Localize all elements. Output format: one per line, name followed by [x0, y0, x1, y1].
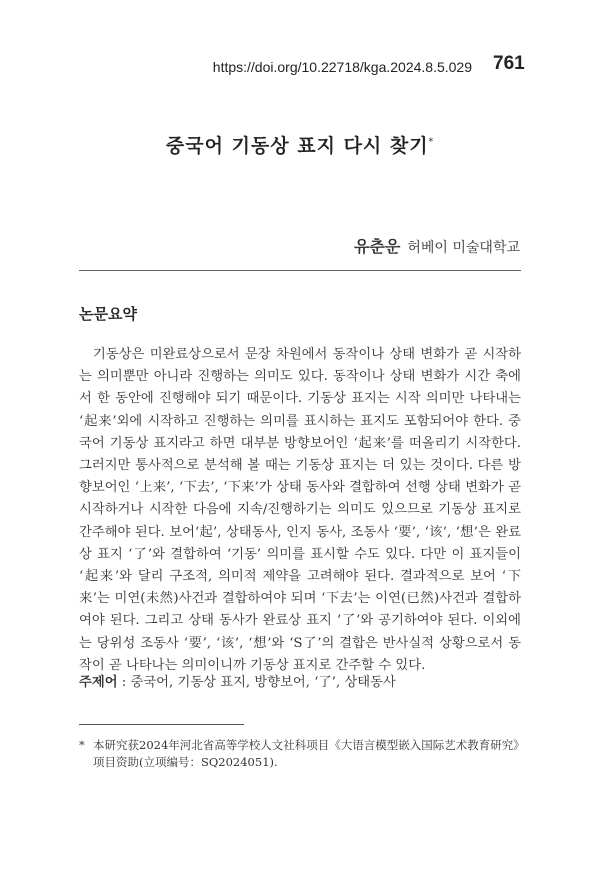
title-text: 중국어 기동상 표지 다시 찾기: [165, 135, 429, 157]
footnote-mark: *: [79, 738, 85, 752]
keywords-label: 주제어: [79, 675, 118, 690]
paper-title: [0, 131, 600, 158]
page-number: 761: [493, 53, 525, 74]
footnote-text: 本研究获2024年河北省高等学校人文社科项目《大语言模型嵌入国际艺术教育研究》项目资助(立项编号：SQ2024051).: [93, 738, 525, 769]
doi-link[interactable]: https://doi.org/10.22718/kga.2024.8.5.029: [212, 59, 472, 75]
author-line: [354, 234, 520, 257]
keywords-line: [79, 671, 521, 690]
header-divider: [79, 270, 521, 271]
footnote: [79, 737, 527, 771]
abstract-heading: 논문요약: [79, 305, 137, 323]
author-affiliation: 허베이 미술대학교: [407, 240, 520, 256]
keywords-text: 중국어, 기동상 표지, 방향보어, ‘了’, 상태동사: [130, 675, 396, 690]
title-footnote-mark: *: [428, 137, 435, 148]
abstract-body: 기동상은 미완료상으로서 문장 차원에서 동작이나 상태 변화가 곧 시작하는 의미뿐만 아니라 진행하는 의미도 있다. 동작이나 상태 변화가 시간 축에서 한 동안에 진행해야 되기 때문이다. 기동상 표지는 시작 의미만 나타내는 ‘起来’외에 시작하고 진행하는 의미를 표시하는 표지도 포함되어야 한다. 중국어 기동상 표지라고 하면 대부분 방향보어인 ‘起来’를 떠올리기 시작한다. 그러지만 통사적으로 분석해 볼 때는 기동상 표지는 더 있는 것이다. 다른 방향보어인 ‘上来’, ‘下去’, ‘下来’가 상태 동사와 결합하여 선행 상태 변화가 곧 시작하거나 시작한 다음에 지속/진행하기는 의미도 있으므로 기동상 표지로 간주해야 된다. 보어‘起’, 상태동사, 인지 동사, 조동사 ‘要’, ‘该’, ‘想’은 완료상 표지 ‘了’와 결합하여 ‘기동’ 의미를 표시할 수도 있다. 다만 이 표지들이 ‘起来’와 달리 구조적, 의미적 제약을 고려해야 된다. 결과적으로 보어 ‘下来’는 미연(未然)사건과 결합하여야 되며 ‘下去’는 이연(已然)사건과 결합하여야 된다. 그리고 상태 동사가 완료상 표지 ‘了’와 공기하여야 된다. 이외에는 당위성 조동사 ‘要’, ‘该’, ‘想’와 ‘S了’의 결합은 반사실적 상황으로서 동작이 곧 나타나는 의미이니까 기동상 표지로 간주할 수 있다.: [79, 347, 521, 673]
author-name: 유춘운: [353, 237, 401, 256]
keywords-separator: :: [117, 675, 131, 690]
footnote-divider: [79, 724, 244, 725]
